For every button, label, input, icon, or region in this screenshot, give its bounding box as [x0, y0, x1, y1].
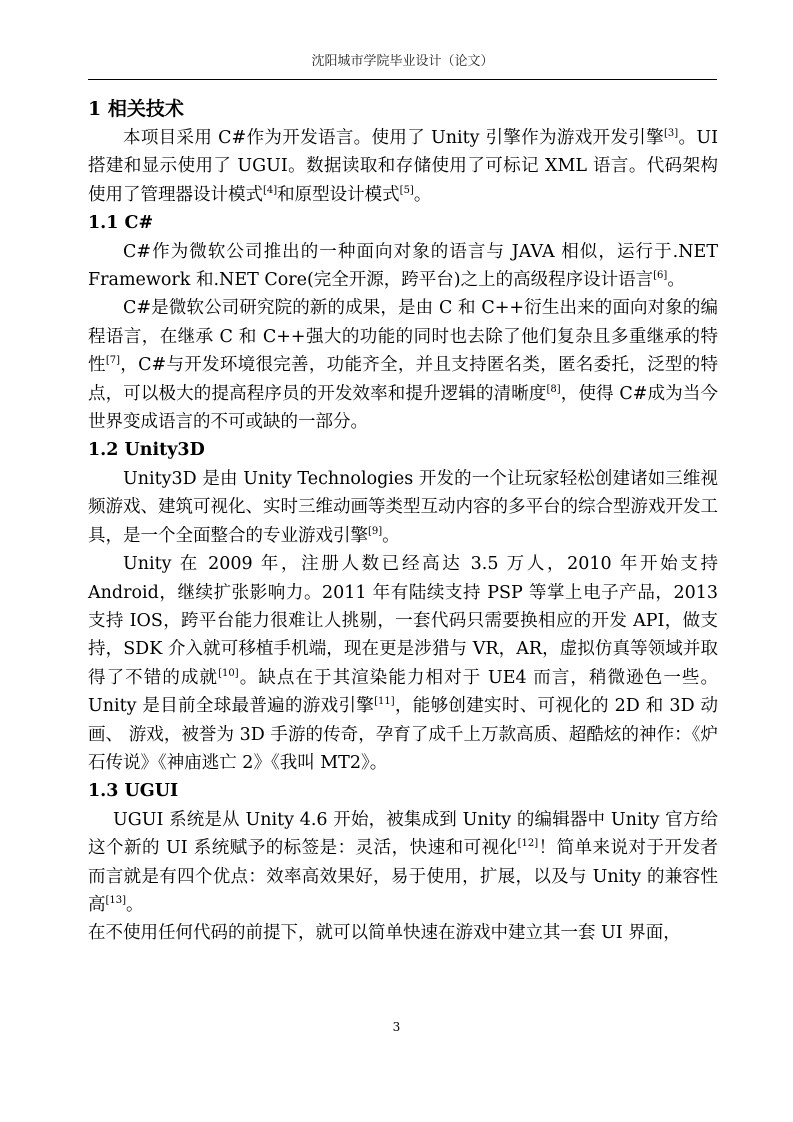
text-run: ，能够创建实时、可视化的 2D 和 3D 动画、 游戏，被誉为 3D 手游的传奇，孕育了成千上万款高质、超酷炫的神作：《炉石传说》《神庙逃亡 2》《我叫 MT2》。 [88, 696, 718, 773]
text-run: 。 [126, 894, 144, 915]
citation-marker: [6] [653, 270, 668, 282]
page-header: 沈阳城市学院毕业设计（论文） [311, 54, 494, 69]
text-run: 本项目采用 C#作为开发语言。使用了 Unity 引擎作为游戏开发引擎 [123, 128, 664, 148]
citation-marker: [13] [105, 895, 127, 907]
text-run: 。 [413, 184, 432, 205]
section-heading-1-1: 1.1 C# [88, 213, 154, 234]
paragraph [88, 550, 718, 777]
text-run: 在不使用任何代码的前提下，就可以简单快速在游戏中建立其一套 UI 界面， [88, 923, 681, 944]
citation-marker: [12] [517, 838, 539, 850]
page-number: 3 [392, 1020, 401, 1034]
text-run: C#作为微软公司推出的一种面向对象的语言与 JAVA 相似，运行于.NET Framework 和.NET Core(完全开源，跨平台)之上的高级程序设计语言 [88, 241, 718, 291]
text-run: 和原型设计模式 [277, 184, 400, 205]
citation-marker: [11] [374, 696, 395, 708]
citation-marker: [8] [546, 383, 561, 395]
citation-marker: [10] [218, 667, 239, 679]
section-heading-1-2: 1.2 Unity3D [88, 440, 205, 461]
paragraph [88, 806, 718, 920]
citation-marker: [5] [399, 184, 414, 196]
text-run: C#是微软公司研究院的新的成果，是由 C 和 C++衍生出来的面向对象的编程语言，在继承 C 和 C++强大的功能的同时也去除了他们复杂且多重继承的特性 [88, 298, 718, 376]
text-run: ！简单来说对于开发者而言就是有四个优点：效率高效果好，易于使用，扩展，以及与 Unity 的兼容性高 [88, 838, 718, 915]
citation-marker: [4] [263, 184, 278, 196]
text-run: 。 [382, 525, 400, 546]
header-rule [88, 79, 717, 80]
paragraph [88, 465, 718, 550]
paragraph [88, 919, 718, 947]
text-run: 。 [667, 270, 685, 291]
text-run: Unity3D 是由 Unity Technologies 开发的一个让玩家轻松创建诸如三维视频游戏、建筑可视化、实时三维动画等类型互动内容的多平台的综合型游戏开发工具，是一个全面整合的专业游戏引擎 [88, 468, 718, 546]
text-run: Unity 在 2009 年，注册人数已经高达 3.5 万人，2010 年开始支持 Android，继续扩张影响力。2011 年有陆续支持 PSP 等掌上电子产品，2013 支持 IOS，跨平台能力很难让人挑剔，一套代码只需要换相应的开发 API，做支持，SDK 介入就可移植手机端，现在更是涉猎与 VR，AR，虚拟仿真等领域并取得了不错的成就 [88, 554, 718, 688]
citation-marker: [9] [368, 525, 383, 537]
text-run: 。UI 搭建和显示使用了 UGUI。数据读取和存储使用了可标记 XML 语言。代码架构使用了管理器设计模式 [88, 128, 718, 205]
paragraph [88, 294, 718, 436]
citation-marker: [7] [105, 355, 120, 367]
text-run: ，使得 C#成为当今世界变成语言的不可或缺的一部分。 [88, 383, 718, 433]
citation-marker: [3] [663, 128, 679, 140]
section-heading-1-3: 1.3 UGUI [88, 781, 179, 802]
paragraph [88, 238, 718, 295]
text-run: UGUI 系统是从 Unity 4.6 开始，被集成到 Unity 的编辑器中 Unity 官方给这个新的 UI 系统赋予的标签是：灵活，快速和可视化 [88, 809, 718, 859]
text-run: ，C#与开发环境很完善，功能齐全，并且支持匿名类，匿名委托，泛型的特点，可以极大的提高程序员的开发效率和提升逻辑的清晰度 [88, 355, 718, 404]
section-heading-1: 1 相关技术 [88, 98, 184, 120]
page-body [88, 94, 718, 948]
text-run: 。缺点在于其渲染能力相对于 UE4 而言，稍微逊色一些。Unity 是目前全球最普遍的游戏引擎 [88, 667, 719, 717]
paragraph [88, 124, 718, 209]
